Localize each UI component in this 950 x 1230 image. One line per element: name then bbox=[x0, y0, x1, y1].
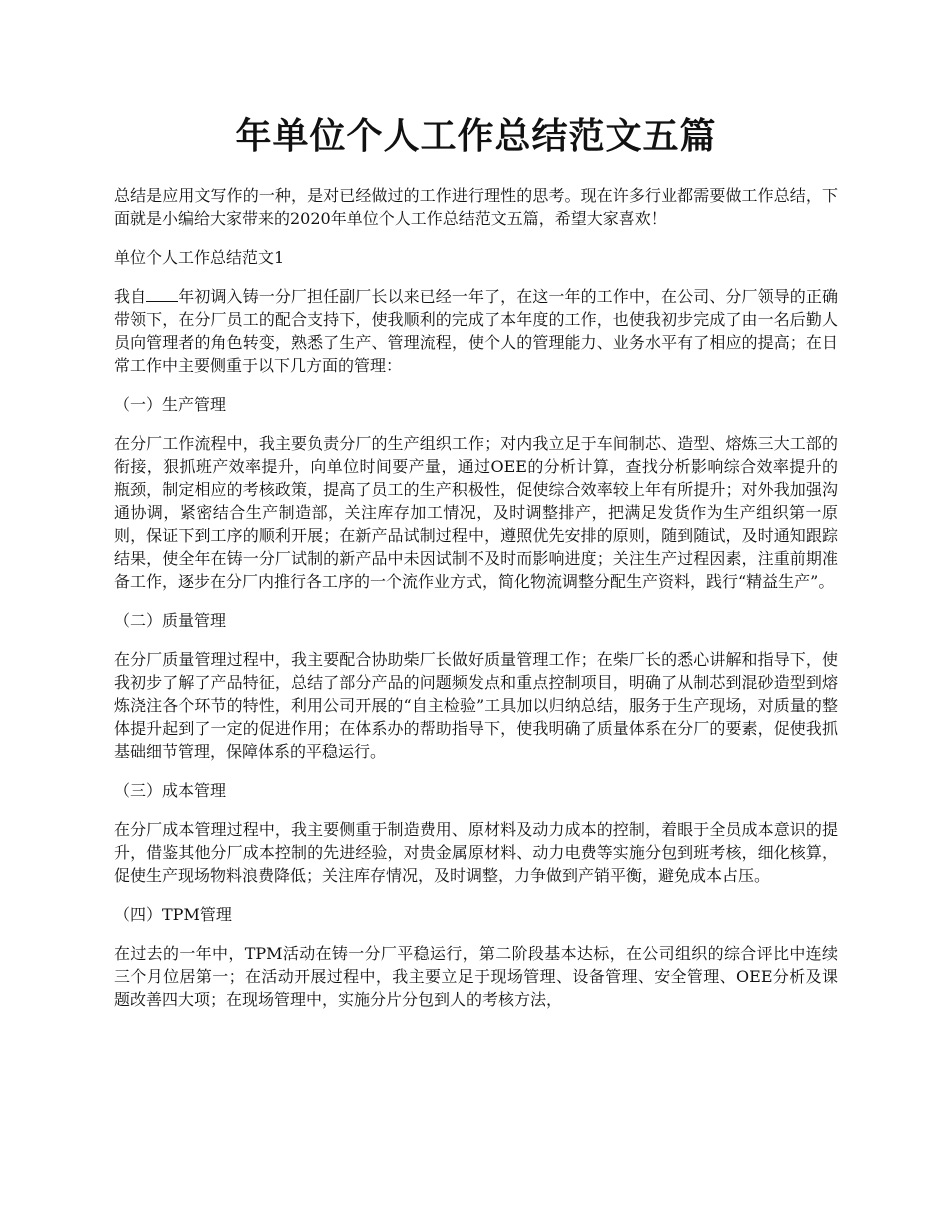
paragraph-production: 在分厂工作流程中，我主要负责分厂的生产组织工作；对内我立足于车间制芯、造型、熔炼三大工部的衔接，狠抓班产效率提升，向单位时间要产量，通过OEE的分析计算，查找分析影响综合效率提升的瓶颈，制定相应的考核政策，提高了员工的生产积极性，促使综合效率较上年有所提升；对外我加强沟通协调，紧密结合生产制造部，关注库存加工情况，及时调整排产，把满足发货作为生产组织第一原则，保证下到工序的顺利开展；在新产品试制过程中，遵照优先安排的原则，随到随试，及时通知跟踪结果，使全年在铸一分厂试制的新产品中未因试制不及时而影响进度；关注生产过程因素，注重前期准备工作，逐步在分厂内推行各工序的一个流作业方式，简化物流调整分配生产资料，践行“精益生产”。 bbox=[114, 434, 838, 591]
subheading-quality: （二）质量管理 bbox=[114, 611, 227, 630]
intro-paragraph: 总结是应用文写作的一种，是对已经做过的工作进行理性的思考。现在许多行业都需要做工作总结，下面就是小编给大家带来的2020年单位个人工作总结范文五篇，希望大家喜欢！ bbox=[114, 186, 838, 228]
paragraph-tpm: 在过去的一年中，TPM活动在铸一分厂平稳运行，第二阶段基本达标，在公司组织的综合评比中连续三个月位居第一；在活动开展过程中，我主要立足于现场管理、设备管理、安全管理、OEE分析及课题改善四大项；在现场管理中，实施分片分包到人的考核方法， bbox=[114, 944, 838, 1009]
paragraph-quality: 在分厂质量管理过程中，我主要配合协助柴厂长做好质量管理工作；在柴厂长的悉心讲解和指导下，使我初步了解了产品特征，总结了部分产品的问题频发点和重点控制项目，明确了从制芯到混砂造型到熔炼浇注各个环节的特性，利用公司开展的“自主检验”工具加以归纳总结，服务于生产现场，对质量的整体提升起到了一定的促进作用；在体系办的帮助指导下，使我明确了质量体系在分厂的要素，促使我抓基础细节管理，保障体系的平稳运行。 bbox=[114, 650, 838, 761]
section-title: 单位个人工作总结范文1 bbox=[114, 248, 285, 267]
subheading-production: （一）生产管理 bbox=[114, 395, 227, 414]
subheading-cost: （三）成本管理 bbox=[114, 781, 227, 800]
paragraph-1-start: 我自 bbox=[114, 287, 147, 306]
blank-underline bbox=[146, 287, 178, 302]
subheading-tpm: （四）TPM管理 bbox=[114, 905, 232, 924]
paragraph-1 bbox=[114, 285, 838, 377]
paragraph-cost: 在分厂成本管理过程中，我主要侧重于制造费用、原材料及动力成本的控制，着眼于全员成本意识的提升，借鉴其他分厂成本控制的先进经验，对贵金属原材料、动力电费等实施分包到班考核，细化核算，促使生产现场物料浪费降低；关注库存情况，及时调整，力争做到产销平衡，避免成本占压。 bbox=[114, 820, 838, 885]
document-title: 年单位个人工作总结范文五篇 bbox=[235, 115, 717, 157]
document-page bbox=[114, 108, 838, 1027]
paragraph-1-rest: 年初调入铸一分厂担任副厂长以来已经一年了，在这一年的工作中，在公司、分厂领导的正确带领下，在分厂员工的配合支持下，使我顺利的完成了本年度的工作，也使我初步完成了由一名后勤人员向管理者的角色转变，熟悉了生产、管理流程，使个人的管理能力、业务水平有了相应的提高；在日常工作中主要侧重于以下几方面的管理： bbox=[114, 287, 838, 375]
